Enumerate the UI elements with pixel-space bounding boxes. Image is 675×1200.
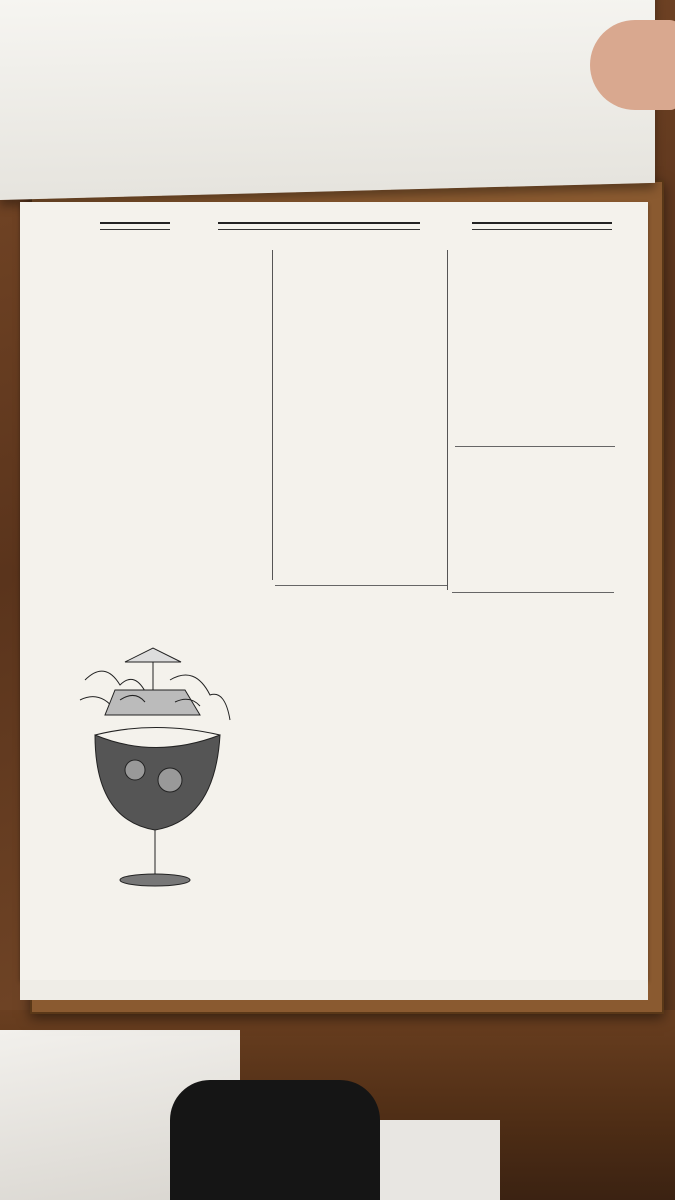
section-divider: [455, 446, 615, 447]
section-divider: [275, 585, 447, 586]
section-divider: [452, 592, 614, 593]
column-divider: [272, 250, 273, 580]
header-rule: [472, 222, 612, 224]
floor-tile: [380, 1120, 500, 1200]
flipped-page: [0, 0, 655, 200]
header-rule: [100, 222, 170, 224]
column-divider: [447, 250, 448, 590]
dark-object: [170, 1080, 380, 1200]
header-rule: [472, 229, 612, 230]
cocktail-illustration: [75, 640, 235, 900]
finger: [590, 20, 675, 110]
header-rule: [218, 222, 420, 224]
header-rule: [218, 229, 420, 230]
header-rule: [100, 229, 170, 230]
menu-sheet-edge: [20, 980, 648, 1000]
